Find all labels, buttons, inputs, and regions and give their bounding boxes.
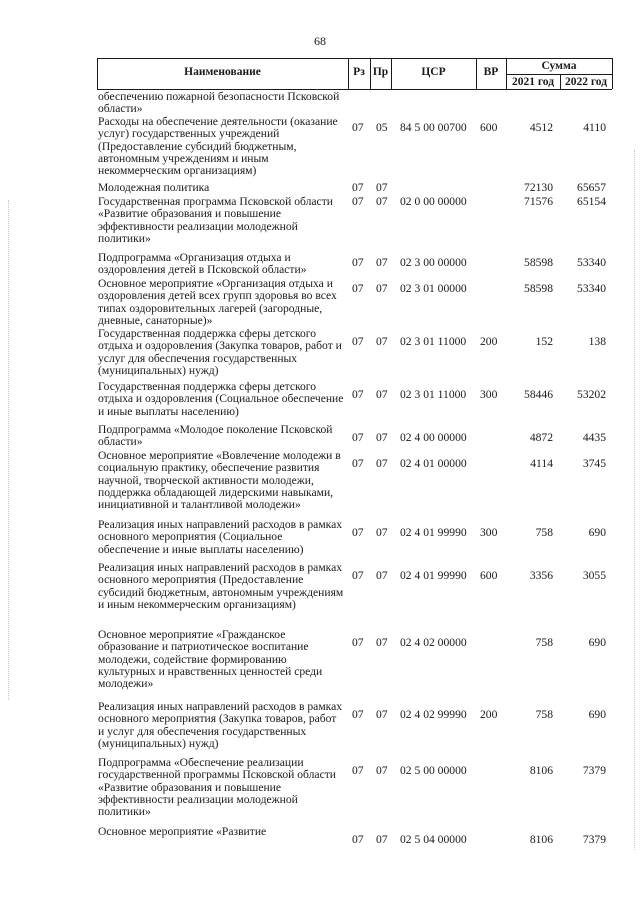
row-sum-2022: 3055 bbox=[582, 569, 606, 582]
row-rz: 07 bbox=[352, 282, 364, 295]
row-vr: 300 bbox=[480, 526, 498, 539]
row-pr: 07 bbox=[376, 457, 388, 470]
row-sum-2021: 758 bbox=[535, 526, 553, 539]
row-csr: 02 3 01 00000 bbox=[400, 282, 467, 295]
row-sum-2021: 58446 bbox=[524, 388, 553, 401]
row-name: Государственная поддержка сферы детского отдыха и оздоровления (Социальное обеспечение и иные выплаты населению) bbox=[98, 380, 344, 418]
row-sum-2021: 58598 bbox=[524, 282, 553, 295]
row-pr: 07 bbox=[376, 256, 388, 269]
row-csr: 02 5 00 00000 bbox=[400, 764, 467, 777]
row-rz: 07 bbox=[352, 764, 364, 777]
row-name: Государственная программа Псковской области «Развитие образования и повышение эффективности реализации молодежной политики» bbox=[98, 195, 333, 245]
row-name: Основное мероприятие «Организация отдыха и оздоровления детей всех групп здоровья во всех типах оздоровительных лагерей (загородные, дневные, санаторные)» bbox=[98, 277, 337, 327]
header-name: Наименование bbox=[184, 66, 261, 78]
row-name: обеспечению пожарной безопасности Псковской области» bbox=[98, 90, 340, 116]
row-sum-2022: 690 bbox=[588, 526, 606, 539]
row-csr: 02 4 01 99990 bbox=[400, 569, 467, 582]
header-vr: ВР bbox=[483, 66, 499, 78]
row-rz: 07 bbox=[352, 708, 364, 721]
row-sum-2022: 7379 bbox=[582, 833, 606, 846]
row-csr: 02 4 01 99990 bbox=[400, 526, 467, 539]
row-csr: 84 5 00 00700 bbox=[400, 121, 467, 134]
row-sum-2021: 58598 bbox=[524, 256, 553, 269]
row-rz: 07 bbox=[352, 569, 364, 582]
row-sum-2022: 138 bbox=[588, 335, 606, 348]
row-csr: 02 4 01 00000 bbox=[400, 457, 467, 470]
row-rz: 07 bbox=[352, 181, 364, 194]
header-sum: Сумма bbox=[541, 60, 577, 72]
row-sum-2022: 53340 bbox=[577, 256, 606, 269]
row-pr: 07 bbox=[376, 282, 388, 295]
row-name: Основное мероприятие «Гражданское образование и патриотическое воспитание молодежи, содействие формированию культурных и нравственных ценностей среди молодежи» bbox=[98, 628, 323, 691]
row-csr: 02 3 01 11000 bbox=[400, 388, 467, 401]
row-pr: 07 bbox=[376, 569, 388, 582]
row-name: Подпрограмма «Обеспечение реализации государственной программы Псковской области «Развитие образования и повышение эффективности реализации молодежной политики» bbox=[98, 756, 336, 819]
row-sum-2021: 72130 bbox=[524, 181, 553, 194]
row-sum-2021: 4114 bbox=[530, 457, 553, 470]
row-sum-2022: 65657 bbox=[577, 181, 606, 194]
row-pr: 07 bbox=[376, 431, 388, 444]
row-pr: 05 bbox=[376, 121, 388, 134]
page-number: 68 bbox=[314, 34, 326, 48]
row-vr: 300 bbox=[480, 388, 498, 401]
row-pr: 07 bbox=[376, 388, 388, 401]
row-rz: 07 bbox=[352, 526, 364, 539]
row-sum-2022: 7379 bbox=[582, 764, 606, 777]
row-name: Молодежная политика bbox=[98, 181, 210, 194]
row-pr: 07 bbox=[376, 195, 388, 208]
row-sum-2021: 8106 bbox=[529, 764, 553, 777]
row-rz: 07 bbox=[352, 457, 364, 470]
row-vr: 600 bbox=[480, 569, 498, 582]
row-pr: 07 bbox=[376, 636, 388, 649]
row-sum-2021: 4512 bbox=[529, 121, 553, 134]
row-name: Реализация иных направлений расходов в рамках основного мероприятия (Предоставление субсидий бюджетным, автономным учреждениям и иным некоммерческим организациям) bbox=[98, 561, 344, 611]
row-csr: 02 3 00 00000 bbox=[400, 256, 467, 269]
row-rz: 07 bbox=[352, 195, 364, 208]
row-sum-2021: 3356 bbox=[529, 569, 553, 582]
row-sum-2021: 71576 bbox=[524, 195, 553, 208]
row-rz: 07 bbox=[352, 431, 364, 444]
row-csr: 02 5 04 00000 bbox=[400, 833, 467, 846]
row-sum-2022: 690 bbox=[588, 636, 606, 649]
row-sum-2021: 758 bbox=[535, 636, 553, 649]
row-vr: 200 bbox=[480, 708, 498, 721]
row-csr: 02 4 02 00000 bbox=[400, 636, 467, 649]
header-pr: Пр bbox=[372, 66, 389, 78]
row-sum-2021: 8106 bbox=[529, 833, 553, 846]
row-sum-2022: 4435 bbox=[582, 431, 606, 444]
row-vr: 200 bbox=[480, 335, 498, 348]
row-rz: 07 bbox=[352, 256, 364, 269]
row-name: Реализация иных направлений расходов в рамках основного мероприятия (Социальное обеспечение и иные выплаты населению) bbox=[98, 518, 343, 556]
row-pr: 07 bbox=[376, 335, 388, 348]
row-rz: 07 bbox=[352, 636, 364, 649]
row-rz: 07 bbox=[352, 335, 364, 348]
row-csr: 02 3 01 11000 bbox=[400, 335, 467, 348]
row-name: Подпрограмма «Молодое поколение Псковской области» bbox=[98, 423, 333, 449]
row-pr: 07 bbox=[376, 708, 388, 721]
row-sum-2022: 53340 bbox=[577, 282, 606, 295]
row-name: Основное мероприятие «Вовлечение молодежи в социальную практику, обеспечение развития научной, творческой активности молодежи, поддержка обладающей лидерскими навыками, инициативной и талантливой молодежи» bbox=[98, 449, 341, 512]
row-name: Государственная поддержка сферы детского отдыха и оздоровления (Закупка товаров, работ и услуг для обеспечения государственных (муниципальных) нужд) bbox=[98, 327, 342, 377]
row-sum-2022: 4110 bbox=[583, 121, 606, 134]
row-pr: 07 bbox=[376, 764, 388, 777]
row-csr: 02 4 02 99990 bbox=[400, 708, 467, 721]
row-sum-2022: 53202 bbox=[577, 388, 606, 401]
row-vr: 600 bbox=[480, 121, 498, 134]
row-name: Подпрограмма «Организация отдыха и оздоровления детей в Псковской области» bbox=[98, 251, 307, 277]
header-rz: Рз bbox=[353, 66, 365, 78]
row-rz: 07 bbox=[352, 388, 364, 401]
row-pr: 07 bbox=[376, 833, 388, 846]
row-name: Реализация иных направлений расходов в рамках основного мероприятия (Закупка товаров, работ и услуг для обеспечения государственных (муниципальных) нужд) bbox=[98, 700, 343, 750]
row-rz: 07 bbox=[352, 833, 364, 846]
row-pr: 07 bbox=[376, 526, 388, 539]
row-sum-2021: 4872 bbox=[529, 431, 553, 444]
row-sum-2021: 152 bbox=[535, 335, 553, 348]
header-2021: 2021 год bbox=[511, 76, 555, 88]
row-pr: 07 bbox=[376, 181, 388, 194]
row-csr: 02 0 00 00000 bbox=[400, 195, 467, 208]
header-2022: 2022 год bbox=[564, 76, 608, 88]
right-margin-mark bbox=[634, 150, 636, 850]
row-csr: 02 4 00 00000 bbox=[400, 431, 467, 444]
row-sum-2022: 3745 bbox=[582, 457, 606, 470]
left-margin-mark bbox=[8, 200, 10, 700]
row-rz: 07 bbox=[352, 121, 364, 134]
row-sum-2022: 65154 bbox=[577, 195, 606, 208]
row-name: Основное мероприятие «Развитие bbox=[98, 825, 267, 838]
header-csr: ЦСР bbox=[421, 66, 446, 78]
row-name: Расходы на обеспечение деятельности (оказание услуг) государственных учреждений (Предоставление субсидий бюджетным, автономным учреждениям и иным некоммерческим организациям) bbox=[98, 115, 338, 178]
row-sum-2022: 690 bbox=[588, 708, 606, 721]
row-sum-2021: 758 bbox=[535, 708, 553, 721]
